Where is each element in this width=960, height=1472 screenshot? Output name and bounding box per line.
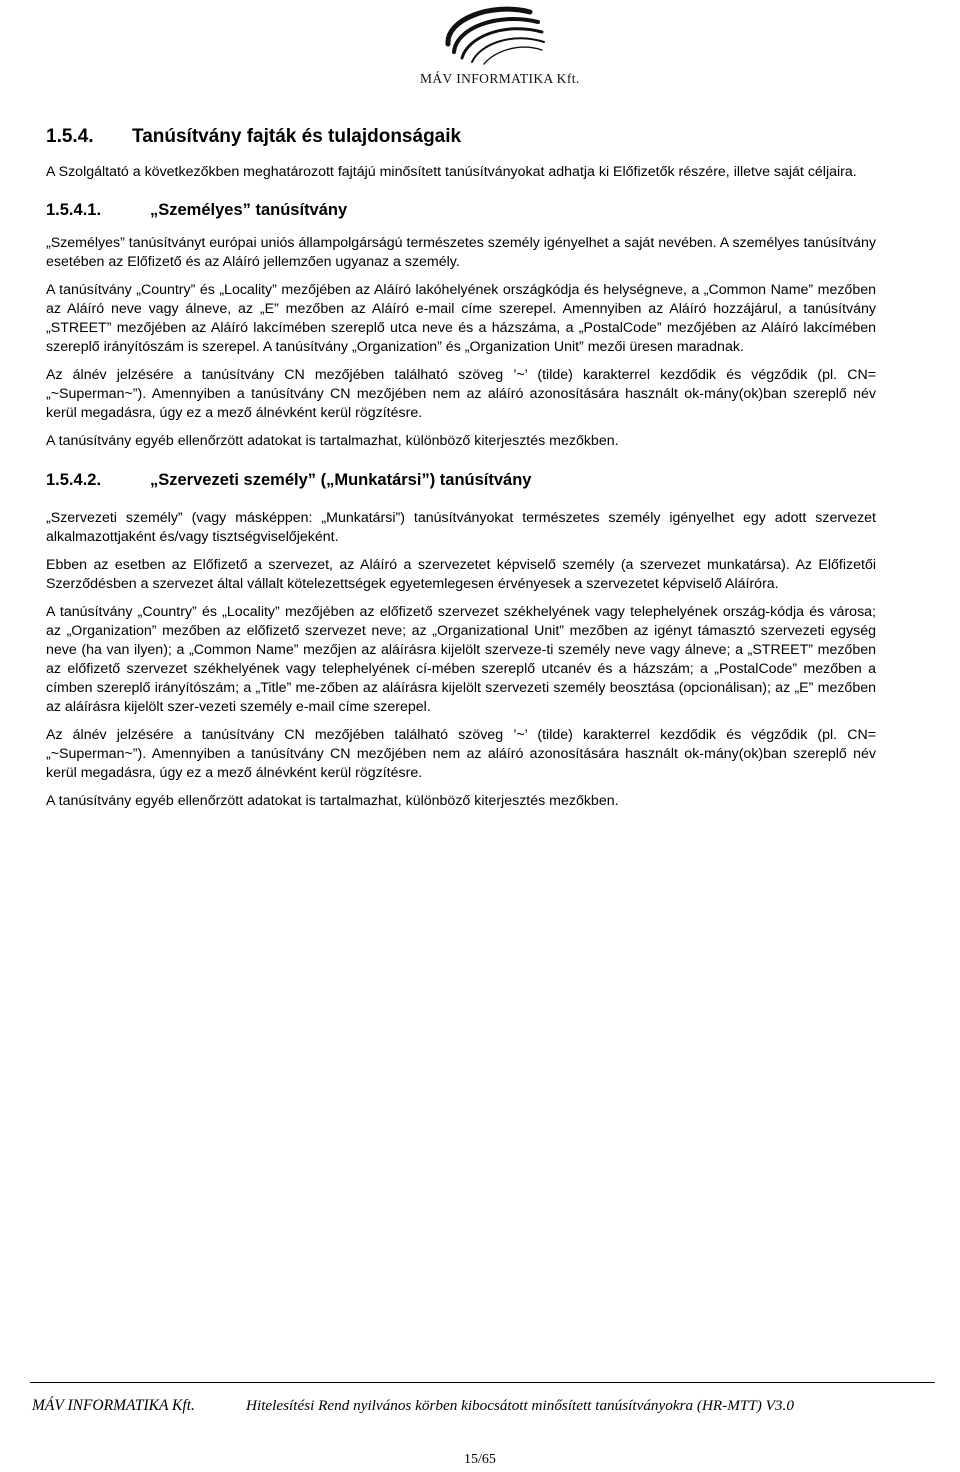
company-logo <box>420 0 580 100</box>
subsection-number-2: 1.5.4.2. <box>46 471 102 489</box>
footer-document-title: Hitelesítési Rend nyilvános körben kibocsátott minősített tanúsítványokra (HR-MTT) V3.0 <box>246 1397 794 1414</box>
section-number: 1.5.4. <box>46 126 94 147</box>
subsection-heading-2 <box>46 469 876 491</box>
paragraph: A tanúsítvány „Country” és „Locality” mezőjében az Aláíró lakóhelyének országkódja és helységneve, a „Common Name” mezőben az Aláíró neve vagy álneve, az „E” mezőben az Aláíró e-mail címe szerepel. Amennyiben az Aláíró hozzájárul, a tanúsítvány „STREET” mezőjében az Aláíró lakcímében szereplő utca neve és a házszáma, a „PostalCode” mezőjében az Aláíró lakcímében szereplő irányítószám is szerepel. A tanúsítvány „Organization” és „Organization Unit” mezői üresen maradnak. <box>46 282 876 355</box>
footer-company: MÁV INFORMATIKA Kft. <box>32 1397 195 1414</box>
section-title: Tanúsítvány fajták és tulajdonságaik <box>132 126 462 147</box>
subsection-number-1: 1.5.4.1. <box>46 201 102 219</box>
footer-divider <box>30 1382 935 1383</box>
document-body <box>46 124 876 811</box>
paragraph: A tanúsítvány „Country” és „Locality” mezőjében az előfizető szervezet székhelyének vagy telephelyének ország-kódja és városa; az „Organization” mezőben az előfizető szervezet neve; az „Organizational Unit” mezőben az igényt támasztó szervezeti egység neve (ha van ilyen); a „Common Name” mezőjen az aláírásra kijelölt szerveze-ti személy neve vagy álneve; a „STREET” mezőben az előfizető szervezet székhelyének vagy telephelyének cí-mében szereplő utcanév és a házszám; a „PostalCode” mezőben a címben szereplő irányítószám; a „Title” me-zőben az aláírásra kijelölt szervezeti személy beosztása (opcionálisan); az „E” mezőben az aláírásra kijelölt szer-vezeti személy e-mail címe szerepel. <box>46 604 876 715</box>
page-number: 15/65 <box>464 1452 496 1467</box>
paragraph: Az álnév jelzésére a tanúsítvány CN mezőjében található szöveg ’~’ (tilde) karakterrel kezdődik és végződik (pl. CN= „~Superman~”). Amennyiben a tanúsítvány CN mezőjében nem az aláíró azonosítására használt ok-mány(ok)ban szereplő név kerül megadásra, úgy ez a mező álnévként kerül rögzítésre. <box>46 367 876 421</box>
paragraph: Ebben az esetben az Előfizető a szervezet, az Aláíró a szervezetet képviselő személy (a szervezet munkatársa). Az Előfizetői Szerződésben a szervezet által vállalt kötelezettségek egyetemlegesen érvényesek a szervezetet képviselő Aláíróra. <box>46 557 876 592</box>
subsection-title-2: „Szervezeti személy” („Munkatársi”) tanúsítvány <box>150 471 532 489</box>
paragraph: A tanúsítvány egyéb ellenőrzött adatokat is tartalmazhat, különböző kiterjesztés mezőkben. <box>46 793 619 809</box>
logo-text: MÁV INFORMATIKA Kft. <box>420 71 580 86</box>
section-intro: A Szolgáltató a következőkben meghatározott fajtájú minősített tanúsítványokat adhatja ki Előfizetők részére, illetve saját céljaira. <box>46 164 857 180</box>
paragraph: A tanúsítvány egyéb ellenőrzött adatokat is tartalmazhat, különböző kiterjesztés mezőkben. <box>46 433 619 449</box>
section-heading <box>46 124 876 150</box>
paragraph: „Személyes” tanúsítványt európai uniós állampolgárságú természetes személy igényelhet a saját nevében. A személyes tanúsítvány esetében az Előfizető és az Aláíró jellemzően ugyanaz a személy. <box>46 235 876 270</box>
paragraph: Az álnév jelzésére a tanúsítvány CN mezőjében található szöveg ’~’ (tilde) karakterrel kezdődik és végződik (pl. CN= „~Superman~”). Amennyiben a tanúsítvány CN mezőjében nem az aláíró azonosítására használt ok-mány(ok)ban szereplő név kerül megadásra, úgy ez a mező álnévként kerül rögzítésre. <box>46 727 876 781</box>
paragraph: „Szervezeti személy” (vagy másképpen: „Munkatársi”) tanúsítványokat természetes személy igényelhet egy adott szervezet alkalmazottjaként és/vagy tisztségviselőjeként. <box>46 510 876 545</box>
subsection-heading-1 <box>46 199 876 221</box>
logo-swirl-icon <box>420 0 570 70</box>
subsection-title-1: „Személyes” tanúsítvány <box>150 201 348 219</box>
